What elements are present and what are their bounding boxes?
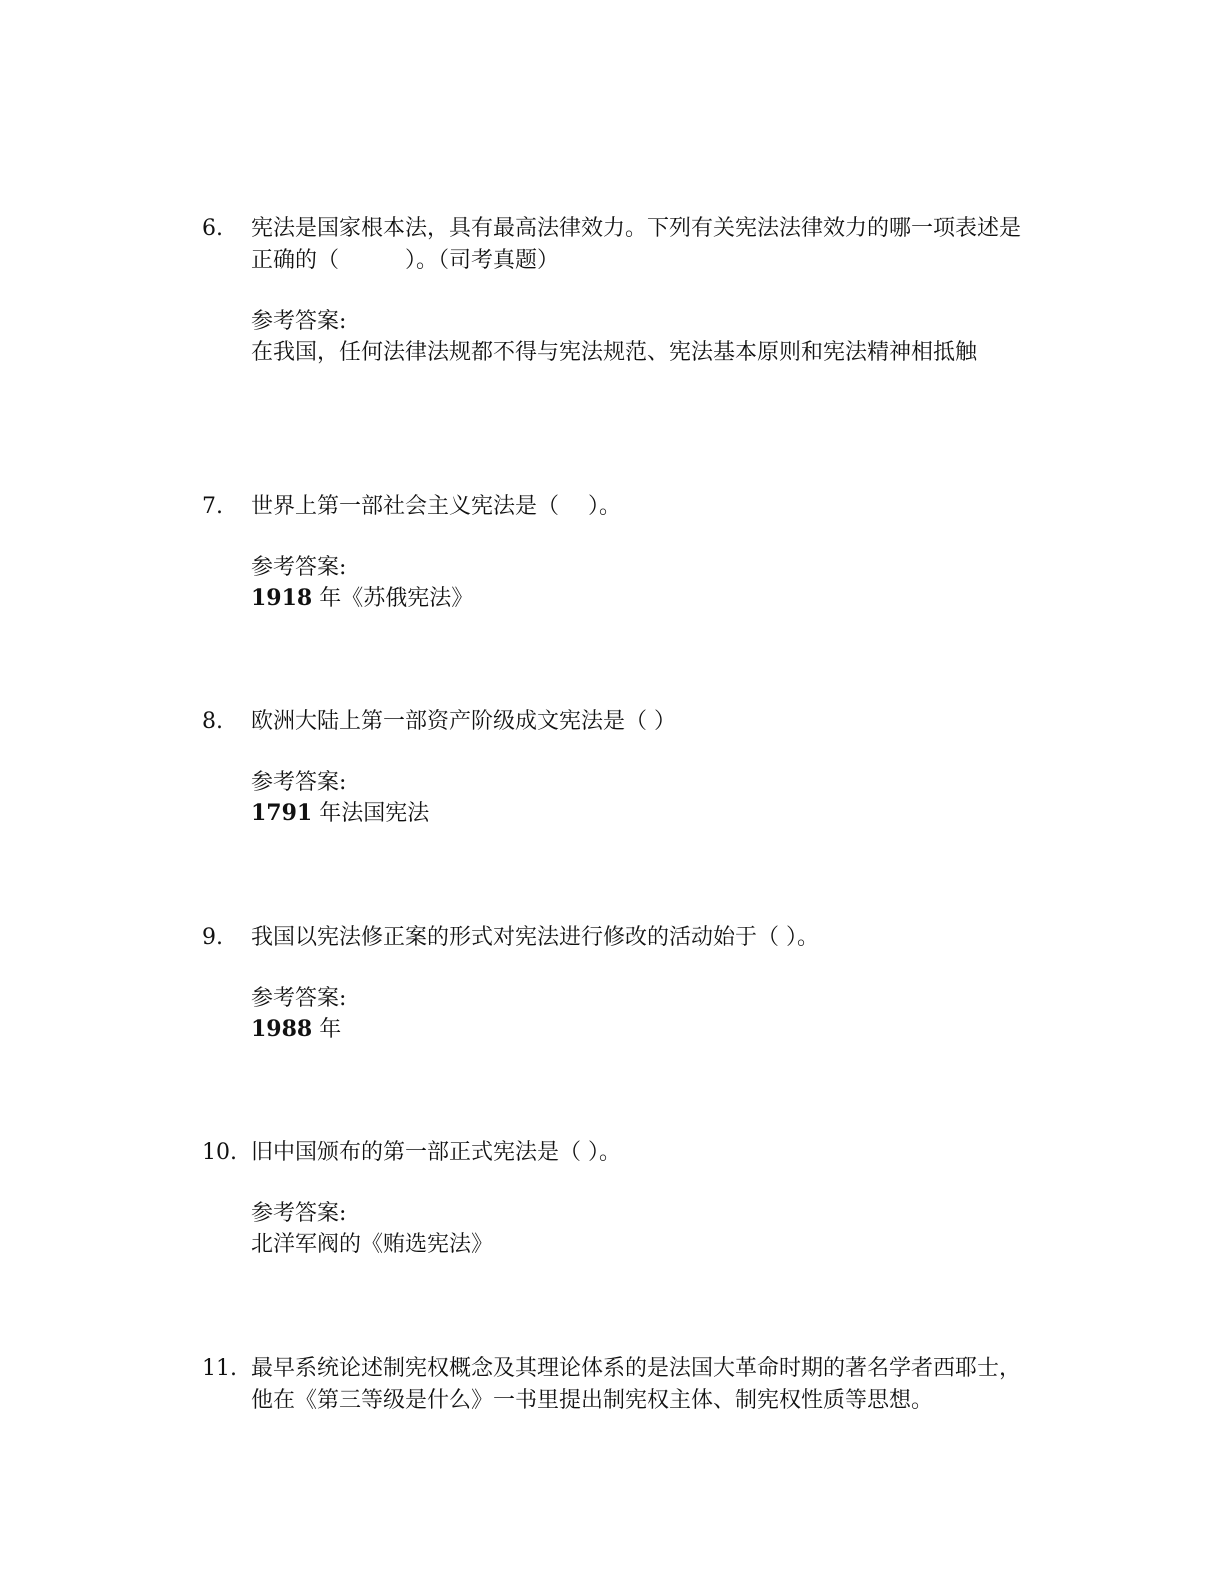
question-11 <box>202 1353 1042 1417</box>
question-text: 我国以宪法修正案的形式对宪法进行修改的活动始于（ ）。 <box>251 925 819 950</box>
answer-label: 参考答案: <box>251 986 347 1011</box>
question-10 <box>202 1137 1042 1260</box>
question-text: 世界上第一部社会主义宪法是（ ）。 <box>251 494 621 519</box>
answer-text <box>251 1014 1041 1045</box>
answer-label: 参考答案: <box>251 1201 347 1226</box>
answer-block <box>251 307 1041 368</box>
question-6 <box>202 213 1042 368</box>
question-number: 8. <box>202 709 223 734</box>
question-number: 10. <box>202 1140 237 1165</box>
answer-year: 1988 <box>251 1016 313 1042</box>
question-number: 11. <box>202 1356 237 1381</box>
question-7 <box>202 491 1042 614</box>
answer-body: 北洋军阀的《贿选宪法》 <box>251 1232 494 1257</box>
answer-year: 1918 <box>251 585 313 611</box>
answer-text <box>251 337 1041 368</box>
answer-label: 参考答案: <box>251 770 347 795</box>
answer-label: 参考答案: <box>251 309 347 334</box>
answer-block <box>251 553 1041 614</box>
question-text: 最早系统论述制宪权概念及其理论体系的是法国大革命时期的著名学者西耶士，他在《第三等级是什么》一书里提出制宪权主体、制宪权性质等思想。 <box>251 1356 1022 1413</box>
answer-body: 在我国，任何法律法规都不得与宪法规范、宪法基本原则和宪法精神相抵触 <box>251 340 978 365</box>
question-number: 9. <box>202 925 223 950</box>
answer-text <box>251 1229 1041 1260</box>
answer-text <box>251 583 1041 614</box>
answer-label: 参考答案: <box>251 555 347 580</box>
question-9 <box>202 922 1042 1045</box>
answer-block <box>251 984 1041 1045</box>
answer-text <box>251 798 1041 829</box>
question-text: 欧洲大陆上第一部资产阶级成文宪法是（ ） <box>251 709 676 734</box>
answer-body: 年 <box>312 1017 342 1042</box>
answer-body: 年《苏俄宪法》 <box>312 586 474 611</box>
question-number: 6. <box>202 216 223 241</box>
question-number: 7. <box>202 494 223 519</box>
answer-block <box>251 1199 1041 1260</box>
question-8 <box>202 706 1042 829</box>
answer-block <box>251 768 1041 829</box>
answer-body: 年法国宪法 <box>312 801 430 826</box>
question-text: 宪法是国家根本法，具有最高法律效力。下列有关宪法法律效力的哪一项表述是正确的（ ）。（司考真题） <box>251 216 1022 273</box>
answer-year: 1791 <box>251 800 313 826</box>
question-text: 旧中国颁布的第一部正式宪法是（ ）。 <box>251 1140 621 1165</box>
